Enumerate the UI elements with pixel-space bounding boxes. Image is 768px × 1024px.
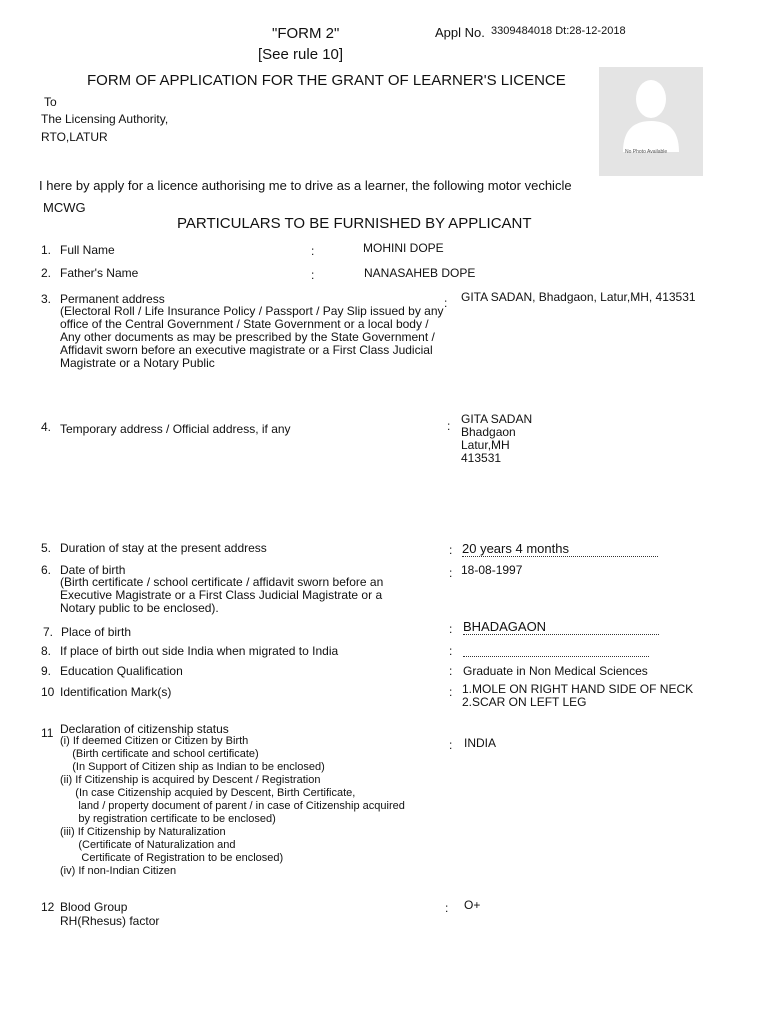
page-title: FORM OF APPLICATION FOR THE GRANT OF LEARNER'S LICENCE <box>87 72 566 89</box>
field-label-blood-group: Blood Group RH(Rhesus) factor <box>60 900 160 928</box>
field-label-date-of-birth: Date of birth <box>60 563 126 577</box>
licensing-authority: The Licensing Authority, <box>41 112 169 126</box>
field-label-place-of-birth: Place of birth <box>61 625 132 639</box>
field-number: 5. <box>41 541 52 555</box>
field-colon: : <box>447 419 451 433</box>
field-label-temporary-address: Temporary address / Official address, if any <box>60 422 291 436</box>
field-number: 12 <box>41 900 55 914</box>
field-value-permanent-address: GITA SADAN, Bhadgaon, Latur,MH, 413531 <box>461 290 696 304</box>
field-value-birthplace-outside-india <box>463 642 649 657</box>
field-colon: : <box>311 268 315 282</box>
field-number: 8. <box>41 644 52 658</box>
field-label-fathers-name: Father's Name <box>60 266 139 280</box>
field-label-duration-of-stay: Duration of stay at the present address <box>60 541 267 555</box>
field-colon: : <box>311 244 315 258</box>
field-label-birthplace-outside-india: If place of birth out side India when migrated to India <box>60 644 339 658</box>
appl-no-value: 3309484018 Dt:28-12-2018 <box>491 25 626 37</box>
person-silhouette-icon <box>599 67 703 176</box>
application-statement: I here by apply for a licence authorising me to drive as a learner, the following motor vechicle <box>39 178 572 193</box>
field-colon: : <box>449 622 453 636</box>
field-number: 2. <box>41 266 52 280</box>
particulars-heading: PARTICULARS TO BE FURNISHED BY APPLICANT <box>177 215 532 232</box>
field-colon: : <box>449 664 453 678</box>
field-value-temporary-address: GITA SADAN Bhadgaon Latur,MH 413531 <box>461 412 533 465</box>
field-number: 7. <box>43 625 54 639</box>
field-value-education: Graduate in Non Medical Sciences <box>463 664 648 678</box>
applicant-photo-placeholder <box>599 67 703 176</box>
field-label-education: Education Qualification <box>60 664 183 678</box>
field-colon: : <box>449 738 453 752</box>
field-value-full-name: MOHINI DOPE <box>363 241 444 255</box>
form-number: "FORM 2" <box>272 25 340 42</box>
field-colon: : <box>445 901 449 915</box>
field-label-identification-marks: Identification Mark(s) <box>60 685 172 699</box>
vehicle-class: MCWG <box>43 200 86 215</box>
rto-name: RTO,LATUR <box>41 130 108 144</box>
field-number: 6. <box>41 563 52 577</box>
field-value-duration-of-stay: 20 years 4 months <box>462 541 658 557</box>
field-colon: : <box>449 685 453 699</box>
field-value-place-of-birth: BHADAGAON <box>463 619 659 635</box>
to-label: To <box>44 95 57 109</box>
no-photo-caption: No Photo Available <box>625 149 668 155</box>
field-number: 9. <box>41 664 52 678</box>
field-value-identification-marks: 1.MOLE ON RIGHT HAND SIDE OF NECK 2.SCAR ON LEFT LEG <box>462 682 694 709</box>
appl-no-label: Appl No. <box>435 25 485 40</box>
field-number: 1. <box>41 243 52 257</box>
field-colon: : <box>449 543 453 557</box>
field-label-permanent-address: Permanent address <box>60 292 165 306</box>
field-value-fathers-name: NANASAHEB DOPE <box>364 266 476 280</box>
field-number: 3. <box>41 292 52 306</box>
field-number: 4. <box>41 420 52 434</box>
rule-reference: [See rule 10] <box>258 46 344 63</box>
field-note-citizenship: (i) If deemed Citizen or Citizen by Birth (Birth certificate and school certificate) (In Support of Citizen ship as Indian to be enclosed) (ii) If Citizenship is acquired by Descent / Registration (In case Citizenship acquied by Descent, Birth Certificate, land / property document of parent / in case of Citizenship acquired by registration certificate to be enclosed) (iii) If Citizenship by Naturalization (Certificate of Naturalization and Certificate of Registration to be enclosed) (iv) If non-Indian Citizen <box>60 735 405 877</box>
field-value-citizenship: INDIA <box>464 736 497 750</box>
field-label-citizenship: Declaration of citizenship status <box>60 722 229 736</box>
field-colon: : <box>449 644 453 658</box>
field-value-date-of-birth: 18-08-1997 <box>461 563 523 577</box>
field-number: 11 <box>41 726 54 740</box>
field-note-date-of-birth: (Birth certificate / school certificate / affidavit sworn before an Executive Magistrate or a First Class Judicial Magistrate or a Notary public to be enclosed). <box>60 575 384 615</box>
field-label-full-name: Full Name <box>60 243 115 257</box>
field-colon: : <box>444 296 448 310</box>
field-colon: : <box>449 566 453 580</box>
field-note-permanent-address: (Electoral Roll / Life Insurance Policy / Passport / Pay Slip issued by any office of the Central Government / State Government or a local body / Any other documents as may be prescribed by the State Government / Affidavit sworn before an executive magistrate or a First Class Judicial Magistrate or a Notary Public <box>60 304 444 370</box>
field-value-blood-group: O+ <box>464 898 481 912</box>
field-number: 10 <box>41 685 55 699</box>
